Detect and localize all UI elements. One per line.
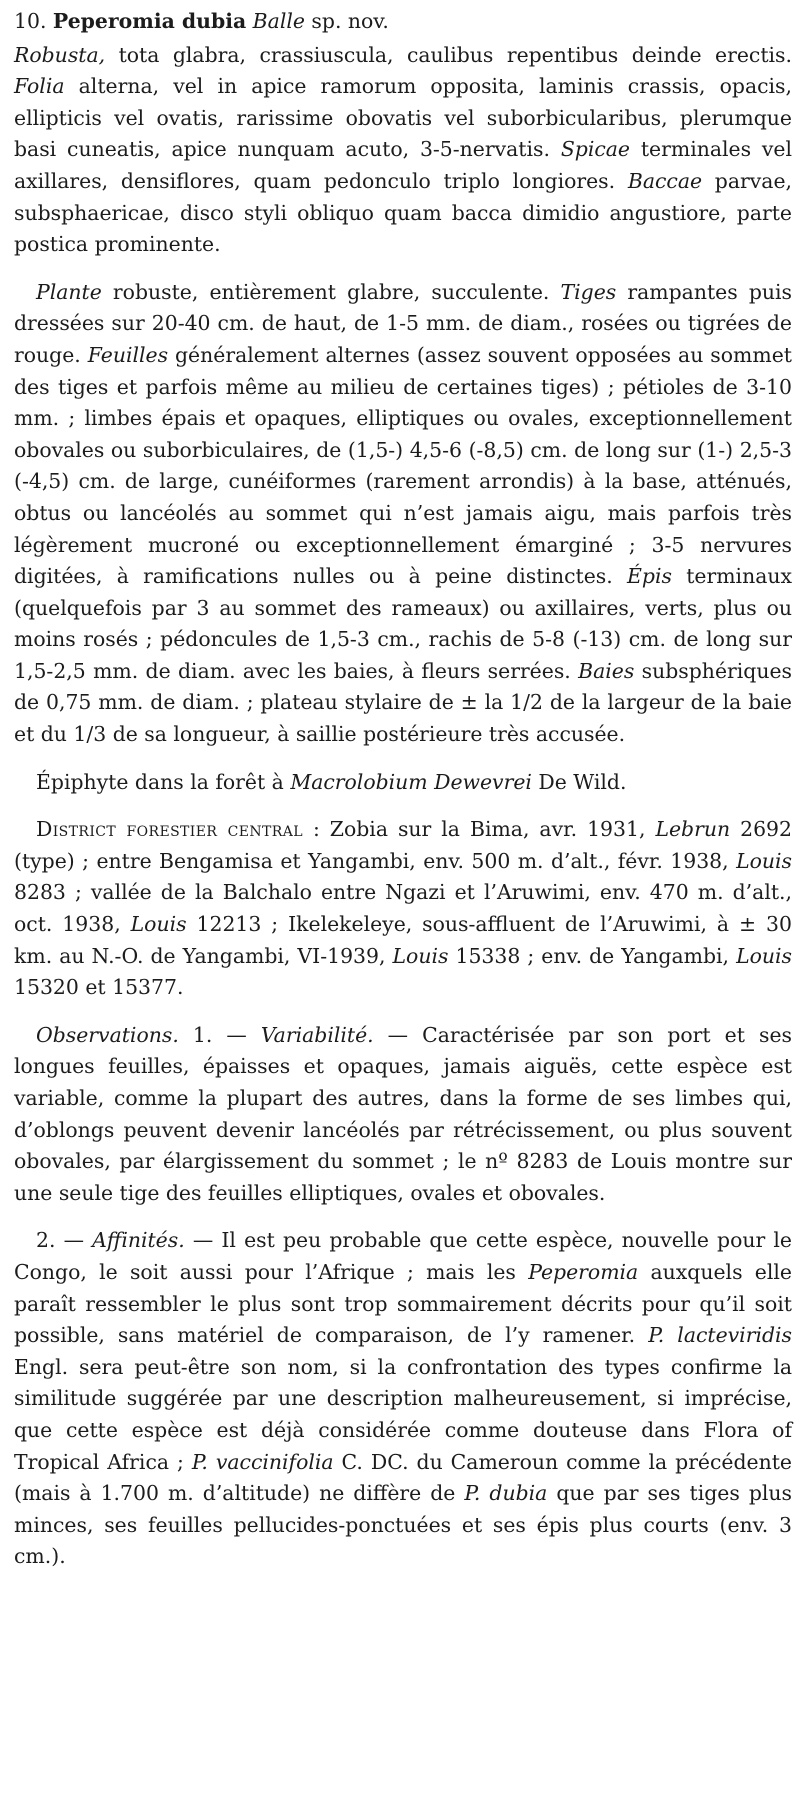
text-run: généralement alternes (assez souvent opposées au sommet des tiges et parfois même au milieu de certaines tiges) ; pétioles de 3-10 mm. ; limbes épais et opaques, elliptiques ou ovales, exceptionnellement obovales ou suborbiculaires, de (1,5-) 4,5-6 (-8,5) cm. de long sur (1-) 2,5-3 (-4,5) cm. de large, cunéiformes (rarement arrondis) à la base, atténués, obtus ou lancéolés au sommet qui n’est jamais aigu, mais parfois très légèrement mucroné ou exceptionnellement émarginé ; 3-5 nervures digitées, à ramifications nulles ou à peine distinctes. [14,342,792,589]
text-run: 8283 ; vallée de la Balchalo entre Ngazi et l’Aruwimi, env. 470 m. d’alt., oct. 1938, [14,880,792,937]
text-run: 1. — [178,1022,261,1047]
text-run: terminales vel axillares, densiflores, quam pedonculo triplo longiores. [14,137,793,193]
smallcaps-run: District forestier central [36,817,303,842]
italic-run: Tiges [560,279,617,304]
italic-run: Variabilité. [260,1022,374,1047]
text-run: 2. — [36,1228,93,1253]
text-run: tota glabra, crassiuscula, caulibus repentibus deinde erectis. [105,42,792,67]
text-run: terminaux (quelquefois par 3 au sommet des rameaux) ou axillaires, verts, plus ou moins rosés ; pédoncules de 1,5-3 cm., rachis de 5-8 (-13) cm. de long sur 1,5-2,5 mm. de diam. avec les baies, à fleurs serrées. [14,564,792,683]
italic-run: Louis [392,943,449,968]
species-heading [14,6,792,38]
italic-run: Affinités. [92,1228,185,1253]
italic-run: Robusta, [14,42,106,67]
italic-run: Épis [627,564,672,589]
text-run: 12213 ; Ikelekeleye, sous-affluent de l’Aruwimi, à ± 30 km. au N.-O. de Yangambi, VI-1939, [14,912,792,968]
text-run: robuste, entièrement glabre, succulente. [101,279,561,304]
italic-run: Observations. [36,1022,179,1047]
text-run: que par ses tiges plus minces, ses feuilles pellucides-ponctuées et ses épis plus courts (env. 3 cm.). [14,1481,792,1569]
observations-variability [14,1020,792,1210]
text-run: De Wild. [531,769,627,794]
italic-run: P. lacteviridis [648,1323,793,1348]
species-name: Peperomia dubia [52,9,247,33]
species-number: 10. [14,9,47,33]
italic-run: Lebrun [655,817,731,842]
text-run: 15320 et 15377. [14,975,184,1000]
text-run: Engl. sera peut-être son nom, si la confrontation des types confirme la similitude suggérée par une description malheureusement, si imprécise, que cette espèce est déjà considérée comme douteuse dans Flora of Tropical Africa ; [14,1354,792,1474]
text-run: — Caractérisée par son port et ses longues feuilles, épaisses et opaques, jamais aiguës, cette espèce est variable, comme la plupart des autres, dans la forme de ses limbes qui, d’oblongs peuvent devenir lancéolés par rétrécissement, ou plus souvent obovales, par élargissement du sommet ; le nº 8283 de Louis montre sur une seule tige des feuilles elliptiques, ovales et obovales. [14,1022,792,1205]
italic-run: Louis [736,943,792,968]
italic-run: P. dubia [464,1481,548,1506]
latin-diagnosis [14,40,792,261]
italic-run: Plante [36,279,102,304]
observations-affinities [14,1225,792,1573]
text-run: parvae, subsphaericae, disco styli obliquo quam bacca dimidio angustiore, parte postica prominente. [14,168,792,257]
italic-run: Louis [130,912,187,937]
italic-run: Feuilles [87,342,169,367]
text-run: : Zobia sur la Bima, avr. 1931, [302,817,656,842]
text-run: auxquels elle paraît ressembler le plus sont trop sommairement décrits pour qu’il soit possible, sans matériel de comparaison, de l’y ramener. [14,1259,792,1348]
text-run: alterna, vel in apice ramorum opposita, laminis crassis, opacis, ellipticis vel ovatis, rarissime obovatis vel suborbicularibus, plerumque basi cuneatis, apice nunquam acuto, 3-5-nervatis. [14,74,792,162]
habitat-paragraph [14,767,792,799]
species-author: Balle [252,9,305,33]
italic-run: Baies [578,658,635,683]
italic-run: P. vaccinifolia [191,1449,334,1474]
french-description [14,277,792,751]
specimens-paragraph [14,814,792,1004]
italic-run: Macrolobium Dewevrei [290,769,532,794]
text-run: rampantes puis dressées sur 20-40 cm. de haut, de 1-5 mm. de diam., rosées ou tigrées de rouge. [14,279,792,367]
species-status: sp. nov. [311,9,389,33]
text-run: C. DC. du Cameroun comme la précédente (mais à 1.700 m. d’altitude) ne diffère de [14,1449,793,1506]
text-run: 15338 ; env. de Yangambi, [448,943,737,968]
italic-run: Peperomia [528,1259,639,1284]
text-run: subsphériques de 0,75 mm. de diam. ; plateau stylaire de ± la 1/2 de la largeur de la baie et du 1/3 de sa longueur, à saillie postérieure très accusée. [14,658,792,747]
text-run: — Il est peu probable que cette espèce, nouvelle pour le Congo, le soit aussi pour l’Afrique ; mais les [14,1228,792,1284]
italic-run: Baccae [627,168,703,193]
italic-run: Louis [736,848,792,873]
text-run: 2692 (type) ; entre Bengamisa et Yangambi, env. 500 m. d’alt., févr. 1938, [14,817,793,873]
italic-run: Folia [14,74,65,99]
text-run: Épiphyte dans la forêt à [36,769,291,794]
italic-run: Spicae [560,137,630,162]
